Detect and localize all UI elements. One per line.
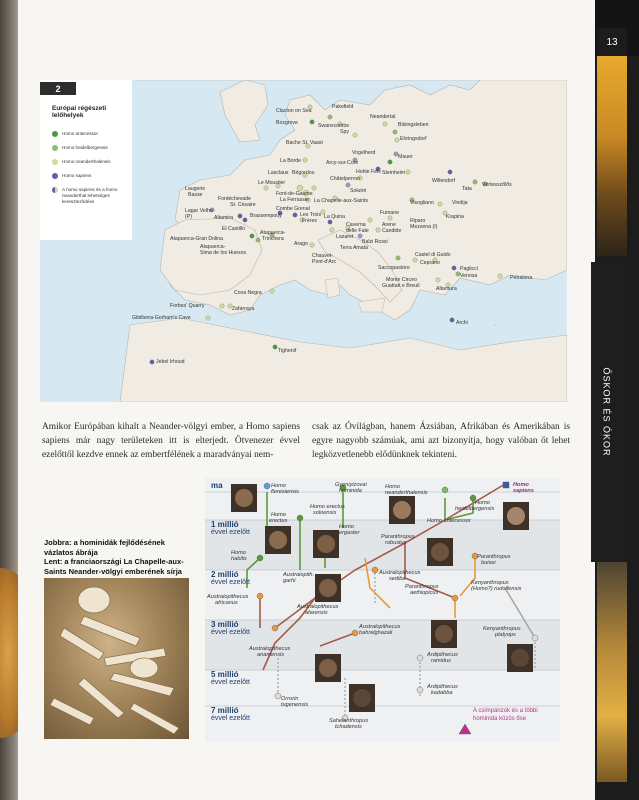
figure-number: 2 <box>40 82 76 95</box>
time-band-1 <box>211 521 250 537</box>
svg-text:robustus: robustus <box>385 540 407 546</box>
svg-text:tchadensis: tchadensis <box>335 724 362 730</box>
side-photo-top <box>597 56 627 256</box>
svg-text:Homo: Homo <box>271 483 286 489</box>
time-band-unit: évvel ezelőtt <box>211 679 250 686</box>
svg-text:boisei: boisei <box>481 560 496 566</box>
svg-text:Tighenif: Tighenif <box>278 348 297 354</box>
svg-text:Homo: Homo <box>231 550 246 556</box>
svg-text:Forbes' Quarry: Forbes' Quarry <box>170 303 205 309</box>
svg-text:Les Trois: Les Trois <box>300 212 322 218</box>
svg-text:Candide: Candide <box>382 228 402 234</box>
svg-text:erectus: erectus <box>269 518 288 524</box>
tree-note: A csimpánzok és a többi hominida közös őse <box>473 708 538 722</box>
burial-photo <box>44 578 189 739</box>
svg-text:Trinchera: Trinchera <box>262 236 284 242</box>
svg-text:Atapuerca-: Atapuerca- <box>260 230 286 236</box>
legend-label: Homo neanderthalensis <box>62 159 111 164</box>
svg-text:Caverna: Caverna <box>346 222 366 228</box>
svg-text:Kenyanthropus: Kenyanthropus <box>483 626 521 632</box>
svg-text:Le Moustier: Le Moustier <box>258 180 286 186</box>
time-band-unit: évvel ezelőtt <box>211 529 250 536</box>
svg-text:Atapuerca-: Atapuerca- <box>200 244 226 250</box>
svg-text:Paglicci: Paglicci <box>460 266 478 272</box>
map-legend <box>52 105 132 213</box>
svg-text:Altamura: Altamura <box>436 286 457 292</box>
svg-text:Ehringsdorf: Ehringsdorf <box>400 136 427 142</box>
svg-text:hominida: hominida <box>339 488 362 494</box>
svg-text:Petralona: Petralona <box>510 275 533 281</box>
svg-text:Boxgrove: Boxgrove <box>276 120 298 126</box>
time-band-4 <box>211 671 250 687</box>
time-band-3 <box>211 621 250 637</box>
svg-text:Riparo: Riparo <box>410 218 426 224</box>
svg-text:Gyeniyizovai: Gyeniyizovai <box>335 482 367 488</box>
svg-text:Font-de-Gaume: Font-de-Gaume <box>276 191 313 197</box>
svg-text:Chauvet-: Chauvet- <box>312 253 334 259</box>
svg-text:Venosa: Venosa <box>460 273 478 279</box>
svg-text:Pont-d'Arc: Pont-d'Arc <box>312 259 337 265</box>
svg-text:La Ferrassie: La Ferrassie <box>280 197 309 203</box>
side-photo-bottom <box>597 562 627 782</box>
caption-line: Jobbra: a hominidák fejlődésének vázlatos ábrája <box>44 538 165 557</box>
svg-text:afarensis: afarensis <box>305 610 328 616</box>
tree-svg <box>205 478 560 742</box>
svg-text:Guattari e Breuil: Guattari e Breuil <box>382 283 420 289</box>
svg-text:Paranthropus: Paranthropus <box>381 534 415 540</box>
svg-text:Gibilterra-Gorham's Cave: Gibilterra-Gorham's Cave <box>132 315 191 321</box>
legend-swatch <box>52 145 58 151</box>
time-band-value: 7 millió <box>211 706 239 715</box>
svg-text:Willendorf: Willendorf <box>432 178 456 184</box>
svg-text:Swanscombe: Swanscombe <box>318 123 350 129</box>
legend-swatch <box>52 187 58 193</box>
svg-text:africanus: africanus <box>215 600 238 606</box>
svg-text:Australopithecus: Australopithecus <box>379 570 421 576</box>
svg-text:Homo: Homo <box>385 484 400 490</box>
time-band-unit: évvel ezelőtt <box>211 715 250 722</box>
svg-text:Archi: Archi <box>456 320 468 326</box>
time-band-value: 3 millió <box>211 620 239 629</box>
svg-text:Krapina: Krapina <box>446 214 464 220</box>
time-band-2 <box>211 571 250 587</box>
svg-text:(Homo?) rudolfensis: (Homo?) rudolfensis <box>471 586 522 592</box>
svg-text:anamensis: anamensis <box>257 652 285 658</box>
svg-text:floresiensis: floresiensis <box>271 489 299 495</box>
svg-text:Laugerie: Laugerie <box>185 186 206 192</box>
svg-text:Australopithecus: Australopithecus <box>297 604 339 610</box>
svg-text:garhi: garhi <box>283 578 296 584</box>
svg-text:Ceprano: Ceprano <box>420 260 440 266</box>
svg-text:Altamira: Altamira <box>214 215 234 221</box>
svg-text:heidelbergensis: heidelbergensis <box>455 506 495 512</box>
svg-text:Orrorin: Orrorin <box>281 696 299 702</box>
svg-text:Tata: Tata <box>462 186 472 192</box>
svg-text:Fontéchevade: Fontéchevade <box>218 196 251 202</box>
figure-caption <box>44 538 189 576</box>
svg-text:Paranthropus: Paranthropus <box>477 554 511 560</box>
svg-text:Pakefield: Pakefield <box>332 104 354 110</box>
svg-text:Bache St. Vaast: Bache St. Vaast <box>286 140 323 146</box>
time-band-unit: évvel ezelőtt <box>211 579 250 586</box>
svg-text:Hohle Fels: Hohle Fels <box>356 169 381 175</box>
svg-text:Homo antecessor: Homo antecessor <box>427 518 471 524</box>
svg-text:bahrelghazali: bahrelghazali <box>359 630 393 636</box>
svg-text:Neandertal: Neandertal <box>370 114 396 120</box>
svg-text:ergaster: ergaster <box>339 530 360 536</box>
svg-text:Homo: Homo <box>271 512 286 518</box>
svg-text:soloensis: soloensis <box>313 510 337 516</box>
svg-text:Arcy-sur-Cure: Arcy-sur-Cure <box>326 160 359 166</box>
body-text-left: Amikor Európában kihalt a Neander-völgyi ember, a Homo sapiens sapiens már nagy területeken itt is elterjedt. Ötvenezer évvel ezelőttől kezdve ennek az embertfélének a maradványai nem- <box>42 422 300 460</box>
svg-text:Kenyanthropus: Kenyanthropus <box>471 580 509 586</box>
caption-line: Lent: a franciaországi La Chapelle-aux-Saints Neander-völgyi emberének sírja <box>44 557 184 576</box>
svg-text:kadabba: kadabba <box>431 690 453 696</box>
svg-text:Terra Amata: Terra Amata <box>340 245 368 251</box>
svg-text:Vindija: Vindija <box>452 200 468 206</box>
legend-label: Homo sapiens <box>62 173 92 178</box>
svg-text:Vogelherd: Vogelherd <box>352 150 376 156</box>
svg-text:platyops: platyops <box>495 632 516 638</box>
svg-text:Basse: Basse <box>188 192 203 198</box>
legend-item <box>52 173 132 179</box>
legend-item <box>52 159 132 165</box>
svg-text:Monte Circeo: Monte Circeo <box>386 277 417 283</box>
hominid-tree <box>205 478 560 742</box>
svg-text:Lagar Velho: Lagar Velho <box>185 208 213 214</box>
svg-text:Australopithecus: Australopithecus <box>359 624 401 630</box>
svg-text:Lazaret: Lazaret <box>336 234 354 240</box>
svg-text:Mezzena (I): Mezzena (I) <box>410 224 438 230</box>
svg-text:Fumane: Fumane <box>380 210 400 216</box>
svg-text:Châtelperron: Châtelperron <box>330 176 360 182</box>
svg-text:aethiopicus: aethiopicus <box>410 590 439 596</box>
svg-text:Australopith.: Australopith. <box>283 572 315 578</box>
svg-text:Homo: Homo <box>513 482 529 488</box>
legend-item <box>52 145 132 151</box>
body-text-right: csak az Óvilágban, hanem Ázsiában, Afrikában és Amerikában is egyre nagyobb számúak, ami azt bizonyítja, hogy valóban őt lehet legközvetlenebb elődünknek tekinteni. <box>312 422 570 460</box>
svg-text:Cova Negra: Cova Negra <box>234 290 262 296</box>
svg-text:Solutré: Solutré <box>350 188 367 194</box>
svg-text:Australopithecus: Australopithecus <box>207 594 249 600</box>
svg-text:Lasclaux: Lasclaux <box>268 170 289 176</box>
legend-swatch <box>52 173 58 179</box>
svg-text:Homo: Homo <box>475 500 490 506</box>
svg-text:ramidus: ramidus <box>431 658 451 664</box>
svg-text:Mauer: Mauer <box>398 154 413 160</box>
svg-text:Atapuerca-Gran Dolina: Atapuerca-Gran Dolina <box>170 236 224 242</box>
svg-text:La Chapelle-aux-Saints: La Chapelle-aux-Saints <box>314 198 368 204</box>
svg-text:Spy: Spy <box>340 129 349 135</box>
svg-text:neanderthalensis: neanderthalensis <box>385 490 428 496</box>
map-title: Európai régészeti lelőhelyek <box>52 105 107 119</box>
svg-text:tugenensis: tugenensis <box>281 702 309 708</box>
svg-text:El Castillo: El Castillo <box>222 226 246 232</box>
svg-text:Brassempouy: Brassempouy <box>250 213 282 219</box>
svg-text:Ardipithecus: Ardipithecus <box>427 652 458 658</box>
svg-text:La Borde: La Borde <box>280 158 302 164</box>
svg-text:Frères: Frères <box>302 218 317 224</box>
time-band-value: 2 millió <box>211 570 239 579</box>
svg-text:Balzi Rossi: Balzi Rossi <box>362 239 388 245</box>
svg-text:Homo: Homo <box>339 524 354 530</box>
legend-item <box>52 131 132 137</box>
svg-text:La Quina: La Quina <box>324 214 346 220</box>
svg-text:Homo erectus: Homo erectus <box>310 504 345 510</box>
svg-text:Visogliano: Visogliano <box>410 200 434 206</box>
svg-text:Zafarraya: Zafarraya <box>232 306 255 312</box>
svg-text:St. Césaire: St. Césaire <box>230 202 256 208</box>
svg-text:Arago: Arago <box>294 241 308 247</box>
svg-text:Arene: Arene <box>382 222 396 228</box>
svg-text:Sahelanthropus: Sahelanthropus <box>329 718 369 724</box>
svg-text:Castel di Guido: Castel di Guido <box>415 252 451 258</box>
svg-text:Sima de los Huesos: Sima de los Huesos <box>200 250 247 256</box>
svg-text:Bilzingsleben: Bilzingsleben <box>398 122 429 128</box>
time-band-unit: évvel ezelőtt <box>211 629 250 636</box>
svg-text:Steinheim: Steinheim <box>382 170 406 176</box>
legend-swatch <box>52 159 58 165</box>
legend-label: Homo antecessor <box>62 131 99 136</box>
svg-text:delle Fate: delle Fate <box>346 228 369 234</box>
section-label: ŐSKOR ÉS ÓKOR <box>602 367 612 457</box>
legend-swatch <box>52 131 58 137</box>
svg-text:Vértesszőlős: Vértesszőlős <box>482 182 512 188</box>
svg-text:sediba: sediba <box>389 576 406 582</box>
svg-text:Saccopastore: Saccopastore <box>378 265 410 271</box>
svg-text:Jebel Irhoud: Jebel Irhoud <box>156 359 185 365</box>
legend-label: Homo heidelbergensis <box>62 145 108 150</box>
legend-label: A homo sapiens és a homo neanderthal lehetséges keresztezõdése <box>62 187 118 204</box>
svg-text:Paranthropus: Paranthropus <box>405 584 439 590</box>
svg-text:(P): (P) <box>185 214 192 220</box>
page-number: 13 <box>597 28 627 56</box>
svg-text:habilis: habilis <box>231 556 247 562</box>
svg-text:Ardipithecus: Ardipithecus <box>427 684 458 690</box>
svg-text:Clacton on Sea: Clacton on Sea <box>276 108 312 114</box>
time-band-value: 5 millió <box>211 670 239 679</box>
legend-item <box>52 187 132 205</box>
svg-text:Bégordou: Bégordou <box>292 170 315 176</box>
time-band-value: 1 millió <box>211 520 239 529</box>
time-header: ma <box>211 481 223 490</box>
skeleton-illustration <box>44 578 189 739</box>
time-band-5 <box>211 707 250 723</box>
svg-text:Australopithecus: Australopithecus <box>249 646 291 652</box>
svg-text:sapiens: sapiens <box>513 488 534 494</box>
svg-text:Combe Grenal: Combe Grenal <box>276 206 310 212</box>
